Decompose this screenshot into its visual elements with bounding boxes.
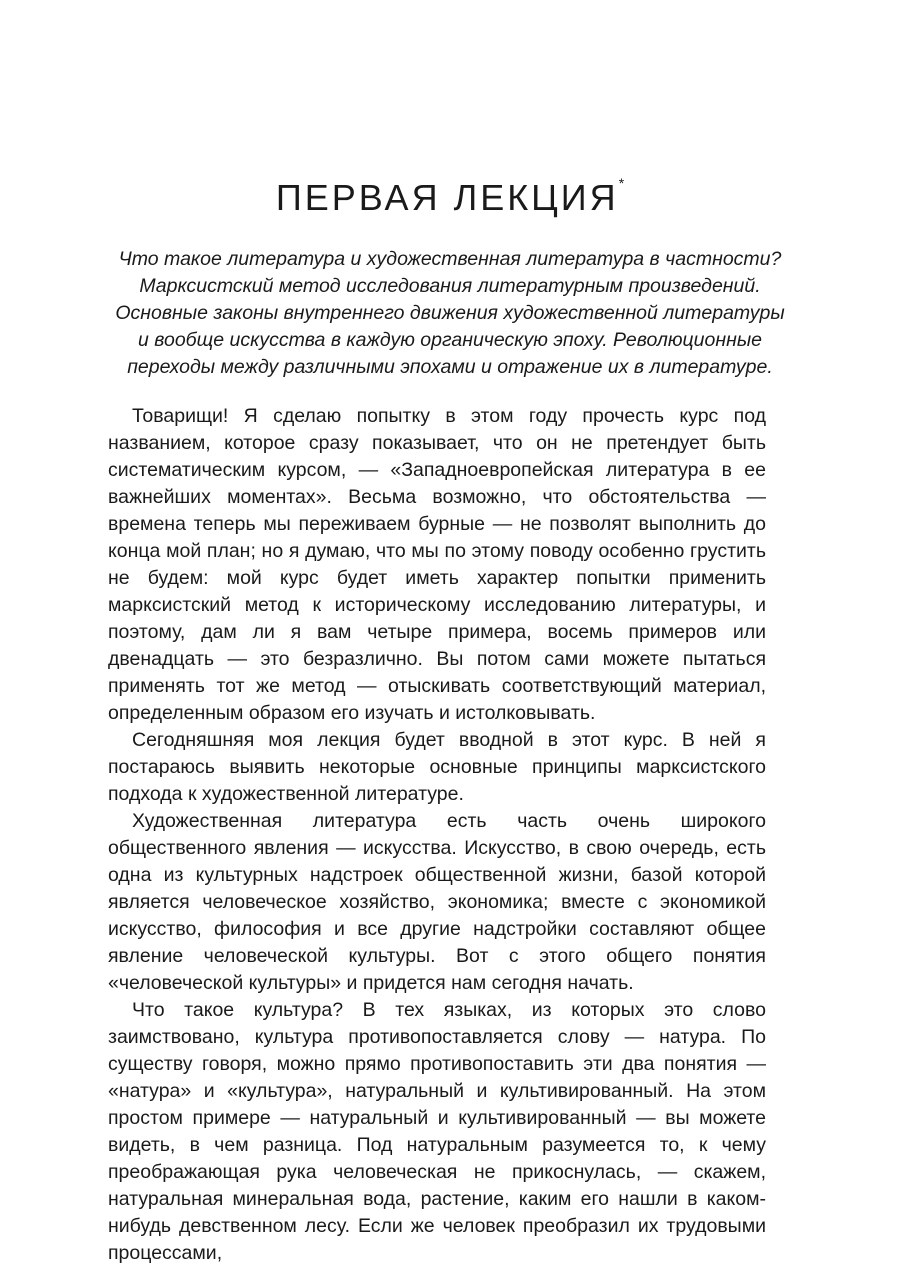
lecture-title-text: ПЕРВАЯ ЛЕКЦИЯ xyxy=(275,177,619,218)
abstract-line: Марксистский метод исследования литературным произведений. xyxy=(139,275,761,297)
abstract-line: Что такое литература и художественная литература в частности? xyxy=(118,248,782,270)
lecture-title xyxy=(0,175,900,218)
abstract-line: и вообще искусства в каждую органическую эпоху. Революционные xyxy=(137,329,763,351)
body-paragraph: Сегодняшняя моя лекция будет вводной в этот курс. В ней я постараюсь выявить некоторые основные принципы марксистского подхода к художественной литературе. xyxy=(108,729,766,805)
body-paragraph: Что такое культура? В тех языках, из которых это слово заимствовано, культура противопоставляется слову — натура. По существу говоря, можно прямо противопоставить эти два понятия — «натура» и «культура», натуральный и культивированный. На этом простом примере — натуральный и культивированный — вы можете видеть, в чем разница. Под натуральным разумеется то, к чему преображающая рука человеческая не прикоснулась, — скажем, натуральная минеральная вода, растение, каким его нашли в каком-нибудь девственном лесу. Если же человек преобразил их трудовыми процессами, xyxy=(108,999,766,1264)
abstract-line: Основные законы внутреннего движения художественной литературы xyxy=(115,302,785,324)
footnote-mark: * xyxy=(618,175,625,191)
body-paragraph: Художественная литература есть часть очень широкого общественного явления — искусства. Искусство, в свою очередь, есть одна из культурных надстроек общественной жизни, базой которой является человеческое хозяйство, экономика; вместе с экономикой искусство, философия и все другие надстройки составляют общее явление человеческой культуры. Вот с этого общего понятия «человеческой культуры» и придется нам сегодня начать. xyxy=(108,810,766,994)
abstract-line: переходы между различными эпохами и отражение их в литературе. xyxy=(127,356,773,378)
lecture-abstract xyxy=(108,246,792,381)
lecture-body xyxy=(108,403,766,1267)
body-paragraph: Товарищи! Я сделаю попытку в этом году прочесть курс под названием, которое сразу показывает, что он не претендует быть систематическим курсом, — «Западноевропейская литература в ее важнейших моментах». Весьма возможно, что обстоятельства — времена теперь мы переживаем бурные — не позволят выполнить до конца мой план; но я думаю, что мы по этому поводу особенно грустить не будем: мой курс будет иметь характер попытки применить марксистский метод к историческому исследованию литературы, и поэтому, дам ли я вам четыре примера, восемь примеров или двенадцать — это безразлично. Вы потом сами можете пытаться применять тот же метод — отыскивать соответствующий материал, определенным образом его изучать и истолковывать. xyxy=(108,405,766,724)
